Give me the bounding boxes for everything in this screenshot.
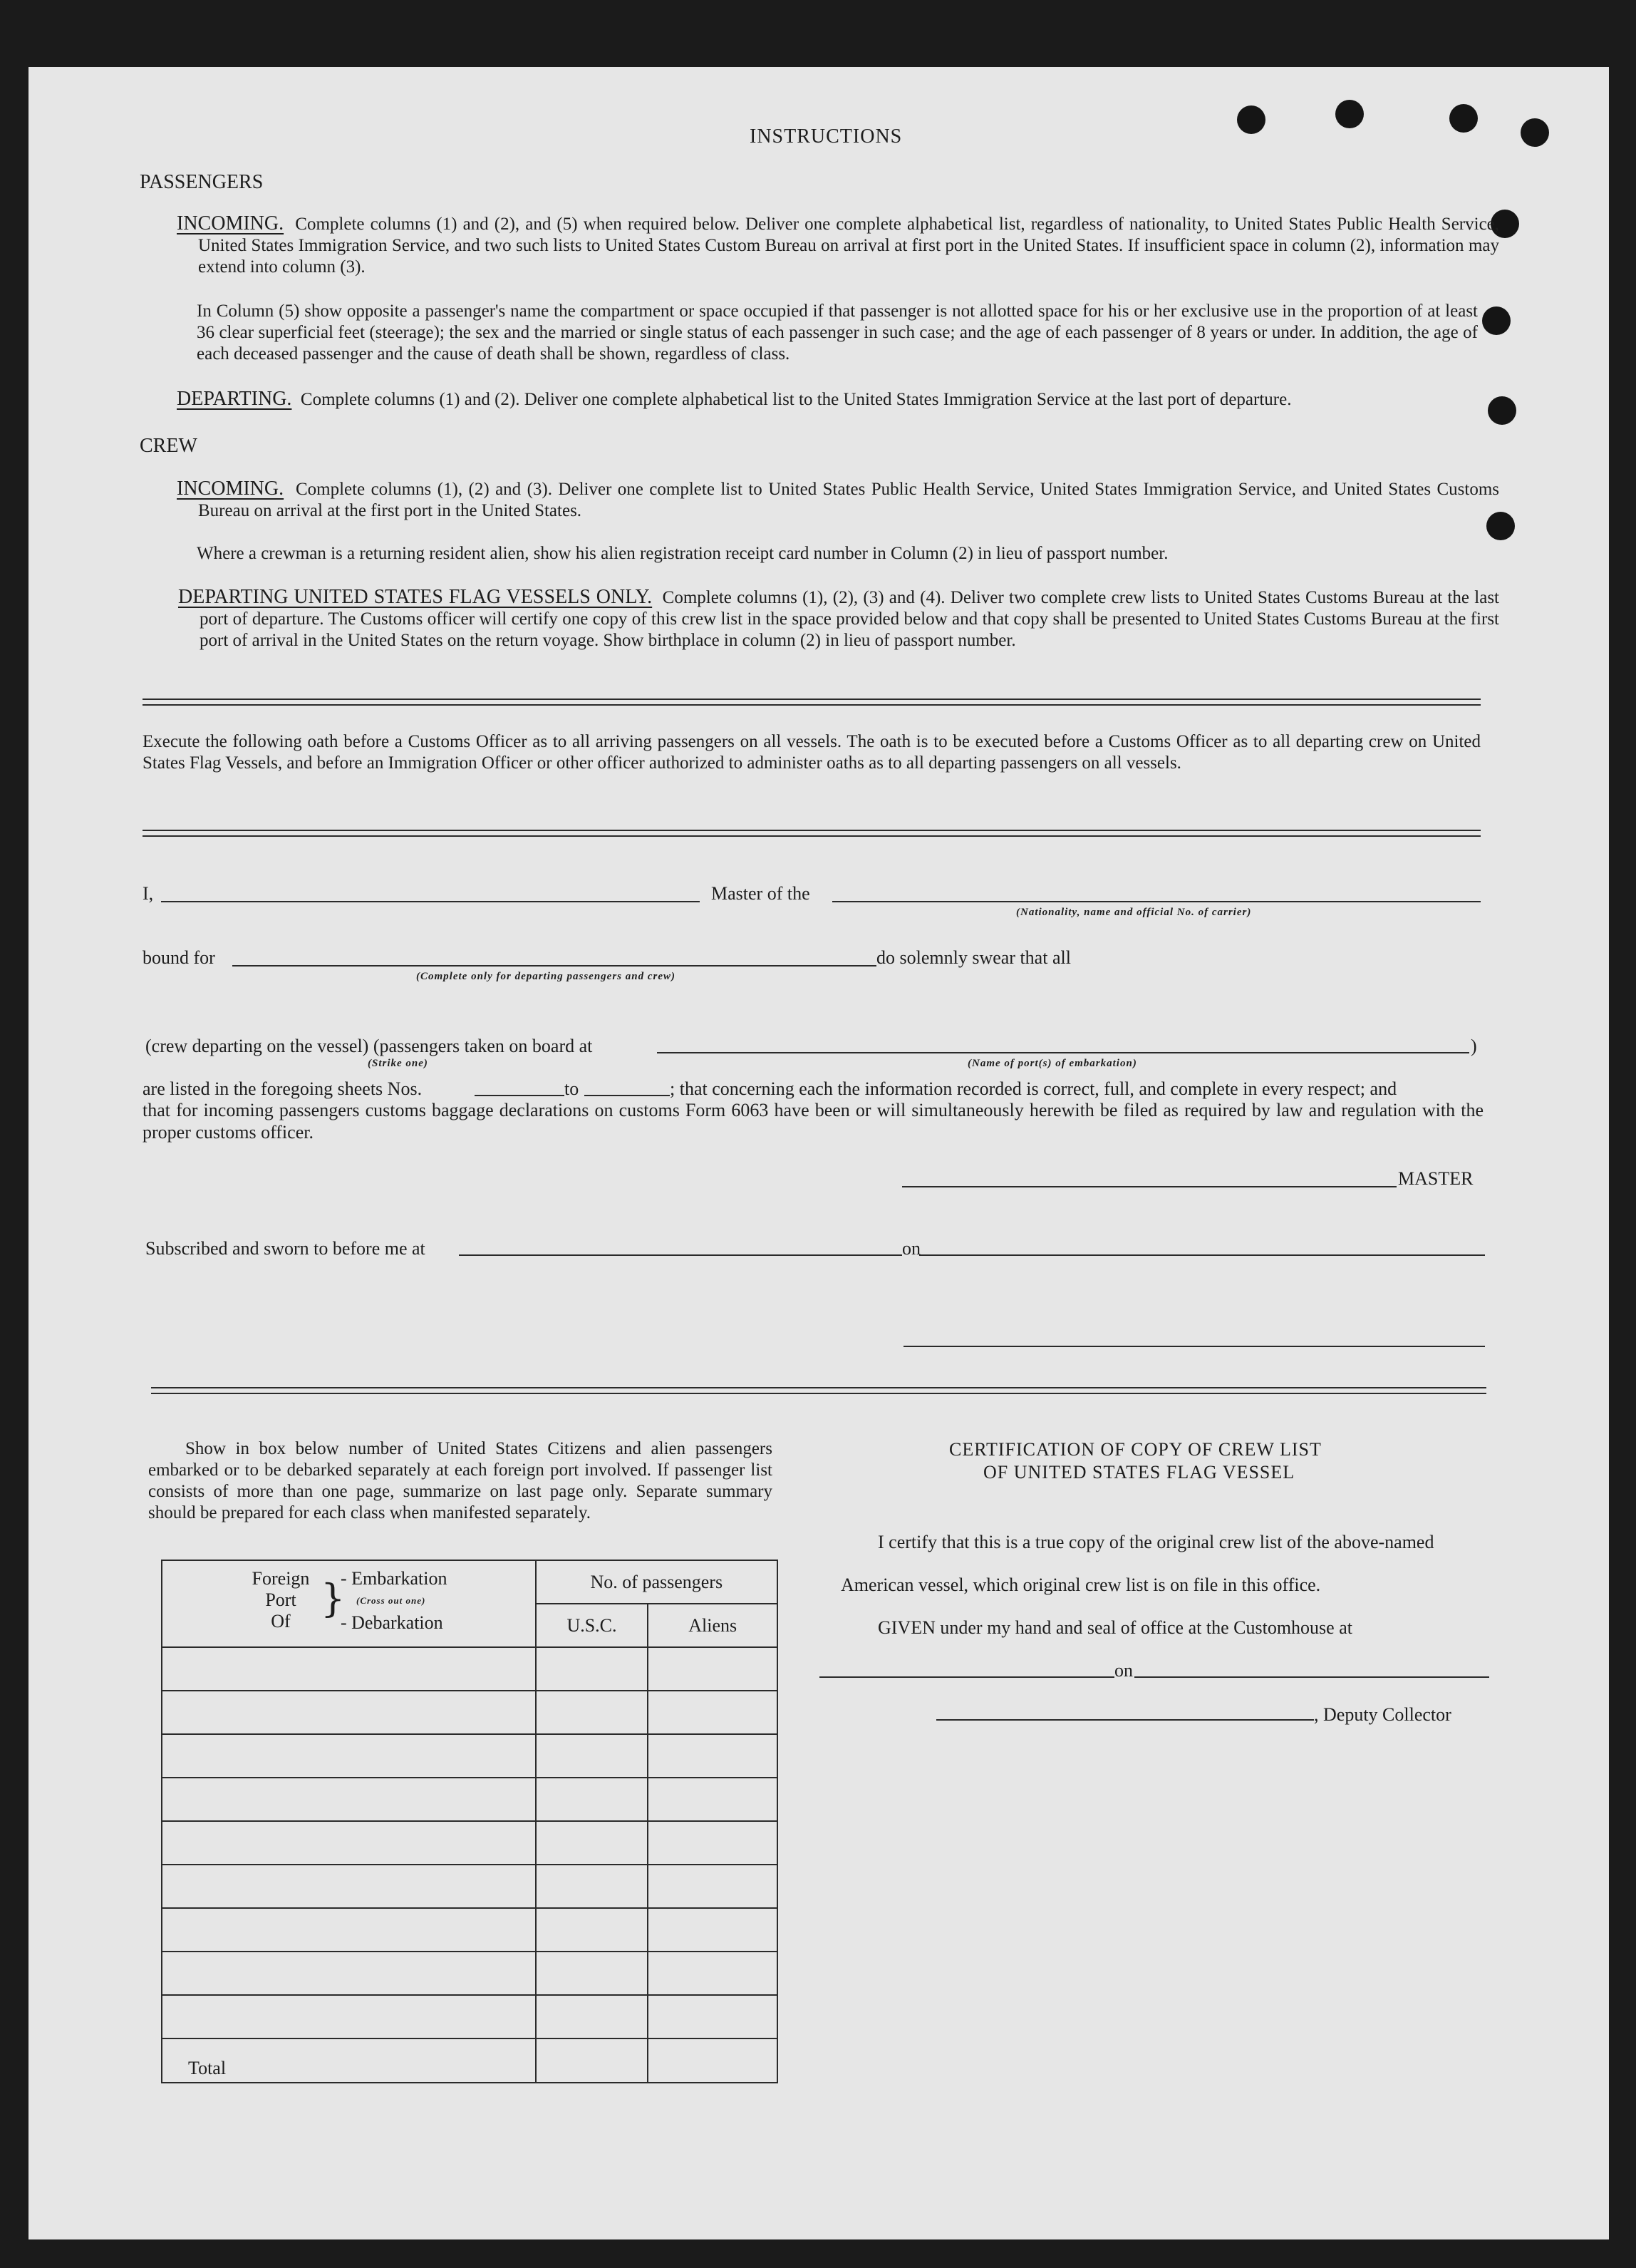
deputy-signature-field[interactable] bbox=[936, 1719, 1314, 1721]
aliens-cell[interactable] bbox=[648, 1647, 777, 1691]
aliens-cell[interactable] bbox=[648, 1821, 777, 1865]
crew-departing-paragraph bbox=[178, 586, 1499, 651]
port-label: Port bbox=[265, 1589, 296, 1610]
aliens-cell[interactable] bbox=[648, 1778, 777, 1821]
passengers-incoming-label: INCOMING. bbox=[177, 212, 284, 234]
usc-cell[interactable] bbox=[536, 1865, 648, 1908]
aliens-cell[interactable] bbox=[648, 1734, 777, 1778]
crew-incoming-label: INCOMING. bbox=[177, 478, 284, 500]
aliens-total-cell[interactable] bbox=[648, 2038, 777, 2083]
swear-label: do solemnly swear that all bbox=[876, 947, 1071, 968]
port-cell[interactable] bbox=[162, 1691, 536, 1734]
carrier-hint: (Nationality, name and official No. of carrier) bbox=[1016, 907, 1252, 918]
master-label: MASTER bbox=[1398, 1168, 1474, 1189]
usc-cell[interactable] bbox=[536, 1778, 648, 1821]
sheet-from-field[interactable] bbox=[475, 1095, 564, 1096]
passengers-departing-text: Complete columns (1) and (2). Deliver one complete alphabetical list to the United States Immigration Service at the last port of departure. bbox=[300, 390, 1292, 409]
embarkation-port-field[interactable] bbox=[657, 1052, 1469, 1053]
port-cell[interactable] bbox=[162, 1952, 536, 1995]
table-row bbox=[162, 1821, 777, 1865]
of-label: Of bbox=[271, 1611, 291, 1632]
table-row bbox=[162, 1908, 777, 1952]
oath-instruction: Execute the following oath before a Customs Officer as to all arriving passengers on all vessels. The oath is to be executed before a Customs Officer as to all departing crew on United States Flag Vessels, and before an Immigration Officer or other officer authorized to administer oaths as to all departing passengers on all vessels. bbox=[143, 732, 1481, 773]
officer-signature-field[interactable] bbox=[904, 1346, 1485, 1347]
divider bbox=[143, 699, 1481, 706]
table-row bbox=[162, 1995, 777, 2038]
total-row bbox=[162, 2038, 777, 2083]
given-text: GIVEN under my hand and seal of office at the Customhouse at bbox=[878, 1617, 1352, 1638]
crew-incoming-text: Complete columns (1), (2) and (3). Deliver one complete list to United States Public Health Service, United States Immigration Service, and United States Customs Bureau on arrival at the first port in the United States. bbox=[198, 480, 1500, 520]
crew-heading: CREW bbox=[140, 435, 197, 457]
punch-hole bbox=[1335, 100, 1364, 128]
port-cell[interactable] bbox=[162, 1778, 536, 1821]
port-header-cell bbox=[162, 1560, 536, 1647]
port-hint: (Name of port(s) of embarkation) bbox=[968, 1058, 1137, 1069]
divider bbox=[143, 830, 1481, 837]
port-cell[interactable] bbox=[162, 1734, 536, 1778]
strike-hint: (Strike one) bbox=[368, 1058, 428, 1069]
sworn-on-label: on bbox=[902, 1238, 921, 1259]
bound-for-label: bound for bbox=[143, 947, 215, 968]
master-signature-field[interactable] bbox=[902, 1186, 1397, 1187]
table-row bbox=[162, 1778, 777, 1821]
table-row bbox=[162, 1647, 777, 1691]
usc-cell[interactable] bbox=[536, 1995, 648, 2038]
punch-hole bbox=[1521, 118, 1549, 147]
cert-date-field[interactable] bbox=[1134, 1676, 1489, 1678]
summary-instruction: Show in box below number of United States Citizens and alien passengers embarked or to be debarked separately at each foreign port involved. If passenger list consists of more than one page, summarize on last page only. Separate summary should be prepared for each class when manifested separately. bbox=[148, 1439, 772, 1522]
aliens-cell[interactable] bbox=[648, 1952, 777, 1995]
bound-for-field[interactable] bbox=[232, 965, 876, 967]
table-row bbox=[162, 1865, 777, 1908]
divider bbox=[151, 1387, 1486, 1394]
aliens-cell[interactable] bbox=[648, 1995, 777, 2038]
passengers-departing-paragraph bbox=[177, 388, 1478, 411]
cert-on-label: on bbox=[1114, 1660, 1133, 1681]
foreign-label: Foreign bbox=[252, 1568, 310, 1589]
cross-out-hint: (Cross out one) bbox=[356, 1595, 426, 1606]
usc-cell[interactable] bbox=[536, 1952, 648, 1995]
alien-paragraph: Where a crewman is a returning resident alien, show his alien registration receipt card number in Column (2) in lieu of passport number. bbox=[197, 544, 1169, 563]
port-cell[interactable] bbox=[162, 1908, 536, 1952]
brace-icon: } bbox=[321, 1576, 346, 1621]
usc-cell[interactable] bbox=[536, 1691, 648, 1734]
no-passengers-header: No. of passengers bbox=[536, 1560, 777, 1604]
listed-text-2: that for incoming passengers customs baggage declarations on customs Form 6063 have been or will simultaneously herewith be filed as required by law and regulation with the proper customs officer. bbox=[143, 1100, 1484, 1143]
master-name-field[interactable] bbox=[161, 901, 700, 902]
certify-text-2: American vessel, which original crew list is on file in this office. bbox=[841, 1574, 1321, 1595]
punch-hole bbox=[1482, 306, 1511, 335]
crew-departing-label: (crew departing on the vessel) (passengers taken on board at bbox=[145, 1036, 593, 1056]
table-row bbox=[162, 1952, 777, 1995]
aliens-cell[interactable] bbox=[648, 1691, 777, 1734]
total-label: Total bbox=[162, 2038, 536, 2083]
certification-title-2: OF UNITED STATES FLAG VESSEL bbox=[983, 1462, 1295, 1483]
page-title: INSTRUCTIONS bbox=[750, 125, 903, 148]
certify-text: I certify that this is a true copy of the original crew list of the above-named bbox=[878, 1532, 1434, 1552]
sheet-to-field[interactable] bbox=[584, 1095, 670, 1096]
to-label: to bbox=[564, 1078, 579, 1099]
crew-departing-label: DEPARTING UNITED STATES FLAG VESSELS ONLY. bbox=[178, 586, 653, 608]
listed-text: ; that concerning each the information recorded is correct, full, and complete in every respect; and bbox=[670, 1078, 1397, 1099]
table-row bbox=[162, 1734, 777, 1778]
port-cell[interactable] bbox=[162, 1821, 536, 1865]
debarkation-label: - Debarkation bbox=[341, 1612, 443, 1633]
subscribed-label: Subscribed and sworn to before me at bbox=[145, 1238, 425, 1259]
column5-paragraph: In Column (5) show opposite a passenger's name the compartment or space occupied if that passenger is not allotted space for his or her exclusive use in the proportion of at least 36 clear superficial feet (steerage); the sex and the married or single status of each passenger in such case; and the age of each passenger of 8 years or under. In addition, the age of each deceased passenger and the cause of death shall be shown, regardless of class. bbox=[197, 301, 1478, 364]
usc-cell[interactable] bbox=[536, 1734, 648, 1778]
sworn-place-field[interactable] bbox=[459, 1254, 902, 1256]
customhouse-field[interactable] bbox=[819, 1676, 1114, 1678]
aliens-cell[interactable] bbox=[648, 1908, 777, 1952]
master-of-label: Master of the bbox=[711, 883, 810, 904]
listed-label: are listed in the foregoing sheets Nos. bbox=[143, 1078, 423, 1099]
aliens-cell[interactable] bbox=[648, 1865, 777, 1908]
usc-cell[interactable] bbox=[536, 1821, 648, 1865]
passengers-heading: PASSENGERS bbox=[140, 171, 264, 193]
passengers-incoming-paragraph bbox=[177, 212, 1499, 278]
close-paren: ) bbox=[1471, 1036, 1477, 1056]
passengers-incoming-text: Complete columns (1) and (2), and (5) when required below. Deliver one complete alphabetical list, regardless of nationality, to United States Public Health Service, United States Immigration Service, and two such lists to United States Custom Bureau on arrival at first port in the United States. If insufficient space in column (2), information may extend into column (3). bbox=[198, 215, 1500, 277]
deputy-label: , Deputy Collector bbox=[1314, 1704, 1451, 1725]
passengers-departing-label: DEPARTING. bbox=[177, 388, 292, 410]
table-row bbox=[162, 1691, 777, 1734]
usc-header: U.S.C. bbox=[536, 1604, 648, 1647]
oath-i-label: I, bbox=[143, 883, 154, 904]
crew-incoming-paragraph bbox=[177, 478, 1499, 522]
usc-cell[interactable] bbox=[536, 1908, 648, 1952]
punch-hole bbox=[1449, 104, 1478, 133]
punch-hole bbox=[1237, 105, 1265, 134]
usc-total-cell[interactable] bbox=[536, 2038, 648, 2083]
bound-hint: (Complete only for departing passengers and crew) bbox=[416, 971, 675, 982]
port-cell[interactable] bbox=[162, 1865, 536, 1908]
certification-title-1: CERTIFICATION OF COPY OF CREW LIST bbox=[949, 1439, 1322, 1460]
crew-departing-text: Complete columns (1), (2), (3) and (4). Deliver two complete crew lists to United States Customs Bureau at the last port of departure. The Customs officer will certify one copy of this crew list in the space provided below and that copy shall be presented to United States Customs Bureau at the first port of arrival in the United States on the return voyage. Show birthplace in column (2) in lieu of passport number. bbox=[200, 588, 1499, 650]
aliens-header: Aliens bbox=[648, 1604, 777, 1647]
port-cell[interactable] bbox=[162, 1647, 536, 1691]
carrier-field[interactable] bbox=[832, 901, 1481, 902]
sworn-date-field[interactable] bbox=[919, 1254, 1485, 1256]
punch-hole bbox=[1488, 396, 1516, 425]
embarkation-label: - Embarkation bbox=[341, 1568, 447, 1589]
passenger-summary-table bbox=[161, 1560, 778, 2083]
usc-cell[interactable] bbox=[536, 1647, 648, 1691]
port-cell[interactable] bbox=[162, 1995, 536, 2038]
